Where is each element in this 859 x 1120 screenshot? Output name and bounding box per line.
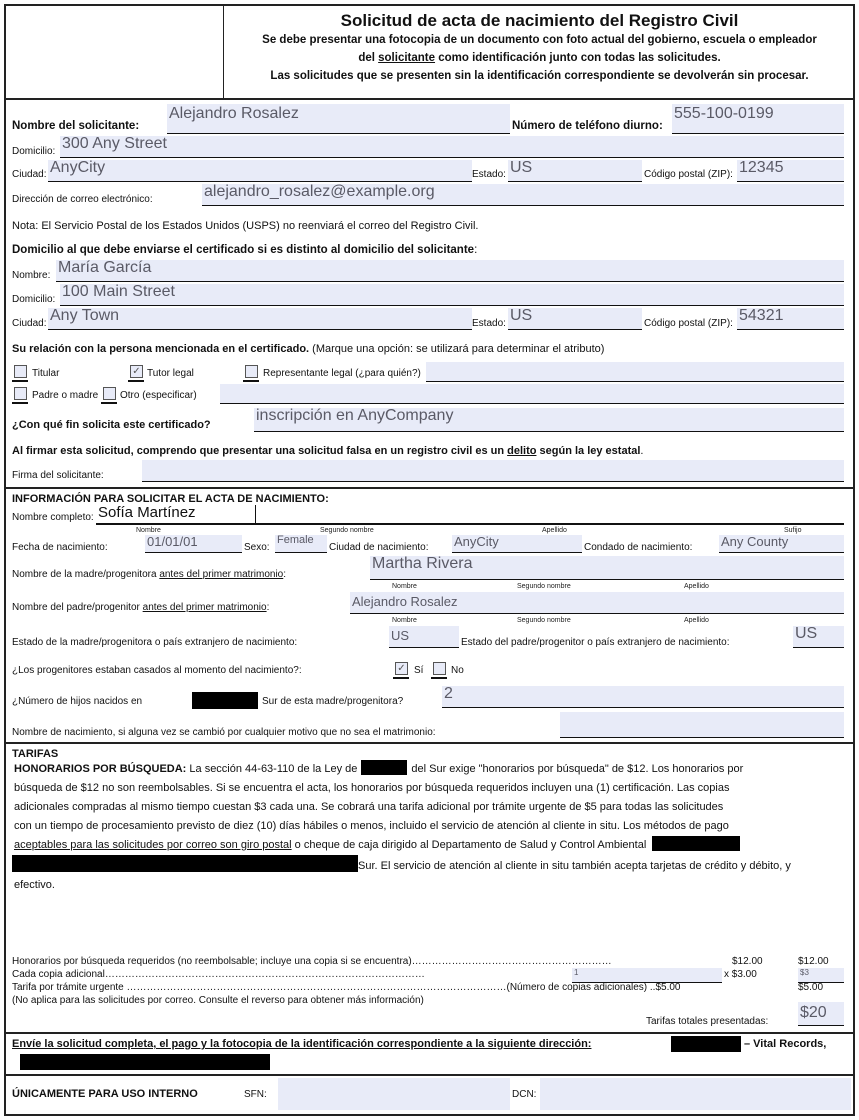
dcn-field[interactable] (540, 1078, 851, 1110)
married-yes-label: Sí (414, 665, 424, 676)
married-no-line (431, 677, 447, 679)
other-specify-field[interactable] (220, 384, 844, 404)
legal-rep-line (243, 380, 259, 382)
redacted-block (652, 836, 740, 851)
fee-row-rush-label: Tarifa por trámite urgente ……………………………………………………………………………………………………(Número de copias adicionales) ..$5.00 (12, 982, 681, 993)
birth-certificate-form (4, 4, 855, 1116)
phone-label: Número de teléfono diurno: (512, 120, 663, 132)
header-line-2-pre: del (358, 52, 379, 64)
fees-heading: TARIFAS (12, 748, 59, 760)
full-name-field[interactable]: Sofía Martínez (96, 505, 256, 523)
children-count-field[interactable]: 2 (442, 686, 844, 708)
fees-line-2: búsqueda de $12 no son reembolsables. Si se encuentra el acta, los honorarios por búsqueda requeridos incluyen una (1) certificación. Las copias (14, 782, 730, 794)
zip-field[interactable]: 12345 (737, 160, 844, 182)
mail-note: (No aplica para las solicitudes por correo. Consulte el reverso para obtener más información) (12, 995, 424, 1006)
legal-representative-field[interactable] (426, 362, 844, 382)
name-part-suffix: Sufijo (784, 527, 802, 534)
fee-row-copies-label: Cada copia adicional…………………………………………………………………………………… (12, 969, 425, 980)
father-part-last: Apellido (684, 617, 709, 624)
parent-checkbox[interactable] (14, 387, 27, 400)
false-statement-warning (12, 445, 643, 457)
signature-label: Firma del solicitante: (12, 470, 104, 481)
sex-label: Sexo: (244, 542, 270, 553)
mother-part-last: Apellido (684, 583, 709, 590)
full-name-underline (96, 523, 844, 525)
purpose-label: ¿Con qué fin solicita este certificado? (12, 419, 211, 431)
divider (6, 1074, 853, 1076)
fees-line-5 (14, 836, 852, 855)
mother-part-middle: Segundo nombre (517, 583, 571, 590)
parent-line (12, 402, 28, 404)
married-yes-checkbox[interactable] (395, 662, 408, 675)
county-field[interactable]: Any County (719, 535, 844, 553)
state-label: Estado: (472, 169, 506, 180)
fees-paragraph (14, 760, 852, 895)
birth-info-heading: INFORMACIÓN PARA SOLICITAR EL ACTA DE NACIMIENTO: (12, 493, 329, 505)
copies-total-field[interactable]: $3 (798, 968, 844, 983)
purpose-field[interactable]: inscripción en AnyCompany (254, 408, 844, 432)
married-no-label: No (451, 665, 464, 676)
changed-name-field[interactable] (560, 712, 844, 738)
mother-state-label: Estado de la madre/progenitora o país extranjero de nacimiento: (12, 637, 298, 648)
mother-label-pre: Nombre de la madre/progenitora (12, 569, 160, 580)
fee-row-copies-price: x $3.00 (724, 969, 757, 980)
header-line-1: Se debe presentar una fotocopia de un documento con foto actual del gobierno, escuela o empleador (262, 34, 817, 46)
relationship-heading-rest: (Marque una opción: se utilizará para determinar el atributo) (309, 343, 605, 355)
children-label-pre: ¿Número de hijos nacidos en (12, 696, 143, 707)
sfn-label: SFN: (244, 1089, 267, 1100)
total-fees-field[interactable]: $20 (798, 1002, 844, 1026)
redacted-block (12, 855, 358, 872)
fee-row-search-price: $12.00 (732, 956, 763, 967)
relationship-heading (12, 343, 604, 355)
zip-label: Código postal (ZIP): (644, 169, 733, 180)
divider (6, 1032, 853, 1034)
redacted-block (20, 1054, 270, 1070)
send-instructions-text: Envíe la solicitud completa, el pago y la fotocopia de la identificación correspondiente a la siguiente dirección: (12, 1038, 592, 1050)
other-label: Otro (especificar) (120, 390, 197, 401)
fees-line-5-underlined: aceptables para las solicitudes por correo son giro postal (14, 839, 292, 851)
city-field[interactable]: AnyCity (48, 160, 472, 182)
father-part-first: Nombre (392, 617, 417, 624)
send-instructions (12, 1038, 591, 1050)
address-field[interactable]: 300 Any Street (60, 136, 844, 158)
send-instructions-end: – Vital Records, (744, 1038, 827, 1050)
fees-line-1 (14, 760, 852, 779)
full-name-label: Nombre completo: (12, 512, 94, 523)
fee-row-search-total: $12.00 (798, 956, 829, 967)
titular-checkbox[interactable] (14, 365, 27, 378)
titular-line (12, 380, 28, 382)
email-label: Dirección de correo electrónico: (12, 194, 153, 205)
legal-guardian-label: Tutor legal (147, 368, 194, 379)
fees-line-1b: del Sur exige "honorarios por búsqueda" de $12. Los honorarios por (411, 763, 744, 775)
mailing-address-label: Domicilio: (12, 294, 56, 305)
mailing-heading-text: Domicilio al que debe enviarse el certificado si es distinto al domicilio del solicitante (12, 244, 475, 256)
check-mark-icon: ✓ (397, 663, 406, 674)
mailing-city-field[interactable]: Any Town (48, 308, 472, 330)
signature-field[interactable] (142, 460, 844, 482)
mailing-heading-colon: : (474, 244, 478, 256)
redacted-block (361, 760, 407, 775)
dob-label: Fecha de nacimiento: (12, 542, 108, 553)
header-line-2 (224, 52, 855, 64)
fee-row-search-label: Honorarios por búsqueda requeridos (no reembolsable; incluye una copia si se encuentra)…………………………………………………… (12, 956, 612, 967)
mailing-state-field[interactable]: US (508, 308, 642, 330)
header-line-2-underlined: solicitante (378, 52, 436, 64)
mother-name-field[interactable]: Martha Rivera (370, 556, 844, 580)
sex-field[interactable]: Female (275, 535, 327, 553)
birth-city-label: Ciudad de nacimiento: (329, 542, 429, 553)
father-label-underlined: antes del primer matrimonio (142, 602, 267, 613)
divider (6, 98, 853, 100)
sfn-field[interactable] (278, 1078, 510, 1110)
mailing-name-label: Nombre: (12, 270, 51, 281)
county-label: Condado de nacimiento: (584, 542, 693, 553)
fees-line-4: con un tiempo de procesamiento previsto de diez (10) días hábiles o menos, incluido el servicio de atención al cliente in situ. Los métodos de pago (14, 820, 729, 832)
legal-representative-checkbox[interactable] (245, 365, 258, 378)
titular-label: Titular (32, 368, 60, 379)
mother-label-post: : (283, 569, 287, 580)
parent-label: Padre o madre (32, 390, 99, 401)
redacted-block (192, 692, 258, 709)
fee-row-rush (12, 982, 848, 996)
mother-name-label (12, 569, 286, 580)
other-line (101, 402, 117, 404)
father-label-pre: Nombre del padre/progenitor (12, 602, 143, 613)
address-label: Domicilio: (12, 146, 56, 157)
email-field[interactable]: alejandro_rosalez@example.org (202, 184, 844, 206)
legal-guardian-checkbox[interactable] (130, 365, 143, 378)
search-fees-label: HONORARIOS POR BÚSQUEDA: (14, 763, 187, 775)
changed-name-label: Nombre de nacimiento, si alguna vez se cambió por cualquier motivo que no sea el matrimonio: (12, 727, 436, 738)
father-state-label: Estado del padre/progenitor o país extranjero de nacimiento: (461, 637, 730, 648)
total-fees-label: Tarifas totales presentadas: (646, 1016, 769, 1027)
father-name-field[interactable]: Alejandro Rosalez (350, 592, 844, 614)
children-label-post: Sur de esta madre/progenitora? (262, 696, 404, 707)
tutor-line (128, 380, 144, 382)
birth-city-field[interactable]: AnyCity (452, 535, 582, 553)
father-label-post: : (266, 602, 270, 613)
name-part-last: Apellido (542, 527, 567, 534)
fees-line-6-text: Sur. El servicio de atención al cliente in situ también acepta tarjetas de crédito y débito, y (358, 860, 791, 872)
mother-label-underlined: antes del primer matrimonio (159, 569, 284, 580)
check-mark-icon: ✓ (132, 366, 141, 377)
warning-pre: Al firmar esta solicitud, comprendo que presentar una solicitud falsa en un registro civil es un (12, 445, 508, 457)
state-field[interactable]: US (508, 160, 642, 182)
redacted-block (671, 1036, 741, 1052)
married-yes-line (393, 677, 409, 679)
mailing-name-field[interactable]: María García (56, 260, 844, 282)
divider (6, 742, 853, 744)
mailing-state-label: Estado: (472, 318, 506, 329)
relationship-heading-bold: Su relación con la persona mencionada en el certificado. (12, 343, 310, 355)
form-title: Solicitud de acta de nacimiento del Registro Civil (340, 11, 739, 30)
usps-note: Nota: El Servicio Postal de los Estados Unidos (USPS) no reenviará el correo del Registro Civil. (12, 220, 479, 232)
header-line-2-post: como identificación junto con todas las solicitudes. (435, 52, 721, 64)
married-no-checkbox[interactable] (433, 662, 446, 675)
applicant-name-label: Nombre del solicitante: (12, 120, 140, 132)
fee-row-rush-total: $5.00 (798, 982, 824, 993)
fee-row-copies (12, 969, 848, 983)
logo-area (6, 6, 224, 98)
mailing-zip-label: Código postal (ZIP): (644, 318, 733, 329)
fees-line-5-rest: o cheque de caja dirigido al Departamento de Salud y Control Ambiental (291, 839, 647, 851)
dob-field[interactable]: 01/01/01 (145, 535, 242, 553)
warning-underlined: delito (507, 445, 537, 457)
mailing-heading (12, 244, 477, 256)
fees-line-7: efectivo. (14, 879, 55, 891)
mother-state-field[interactable]: US (389, 626, 459, 648)
additional-copies-field[interactable]: 1 (572, 968, 722, 983)
city-label: Ciudad: (12, 169, 47, 180)
mailing-city-label: Ciudad: (12, 318, 47, 329)
father-name-label (12, 602, 269, 613)
fee-row-search (12, 956, 848, 970)
father-part-middle: Segundo nombre (517, 617, 571, 624)
divider (6, 487, 853, 489)
mailing-address-field[interactable]: 100 Main Street (60, 284, 844, 306)
father-state-field[interactable]: US (793, 626, 844, 648)
internal-use-label: ÚNICAMENTE PARA USO INTERNO (12, 1088, 198, 1100)
mailing-zip-field[interactable]: 54321 (737, 308, 844, 330)
warning-end: . (640, 445, 644, 457)
name-part-middle: Segundo nombre (320, 527, 374, 534)
header-line-3: Las solicitudes que se presenten sin la identificación correspondiente se devolverán sin procesar. (270, 70, 809, 82)
applicant-name-field[interactable]: Alejandro Rosalez (167, 104, 510, 134)
fees-line-1a: La sección 44-63-110 de la Ley de (186, 763, 358, 775)
fees-line-3: adicionales compradas al mismo tiempo cuestan $3 cada una. Se cobrará una tarifa adicional por trámite urgente de $5 para todas las solicitudes (14, 801, 724, 813)
mother-part-first: Nombre (392, 583, 417, 590)
legal-representative-label: Representante legal (¿para quién?) (263, 368, 421, 379)
phone-field[interactable]: 555-100-0199 (672, 104, 844, 134)
fees-line-6 (14, 855, 852, 876)
dcn-label: DCN: (512, 1089, 537, 1100)
married-label: ¿Los progenitores estaban casados al momento del nacimiento?: (12, 665, 302, 676)
name-part-first: Nombre (136, 527, 161, 534)
warning-post: según la ley estatal (536, 445, 641, 457)
other-checkbox[interactable] (103, 387, 116, 400)
